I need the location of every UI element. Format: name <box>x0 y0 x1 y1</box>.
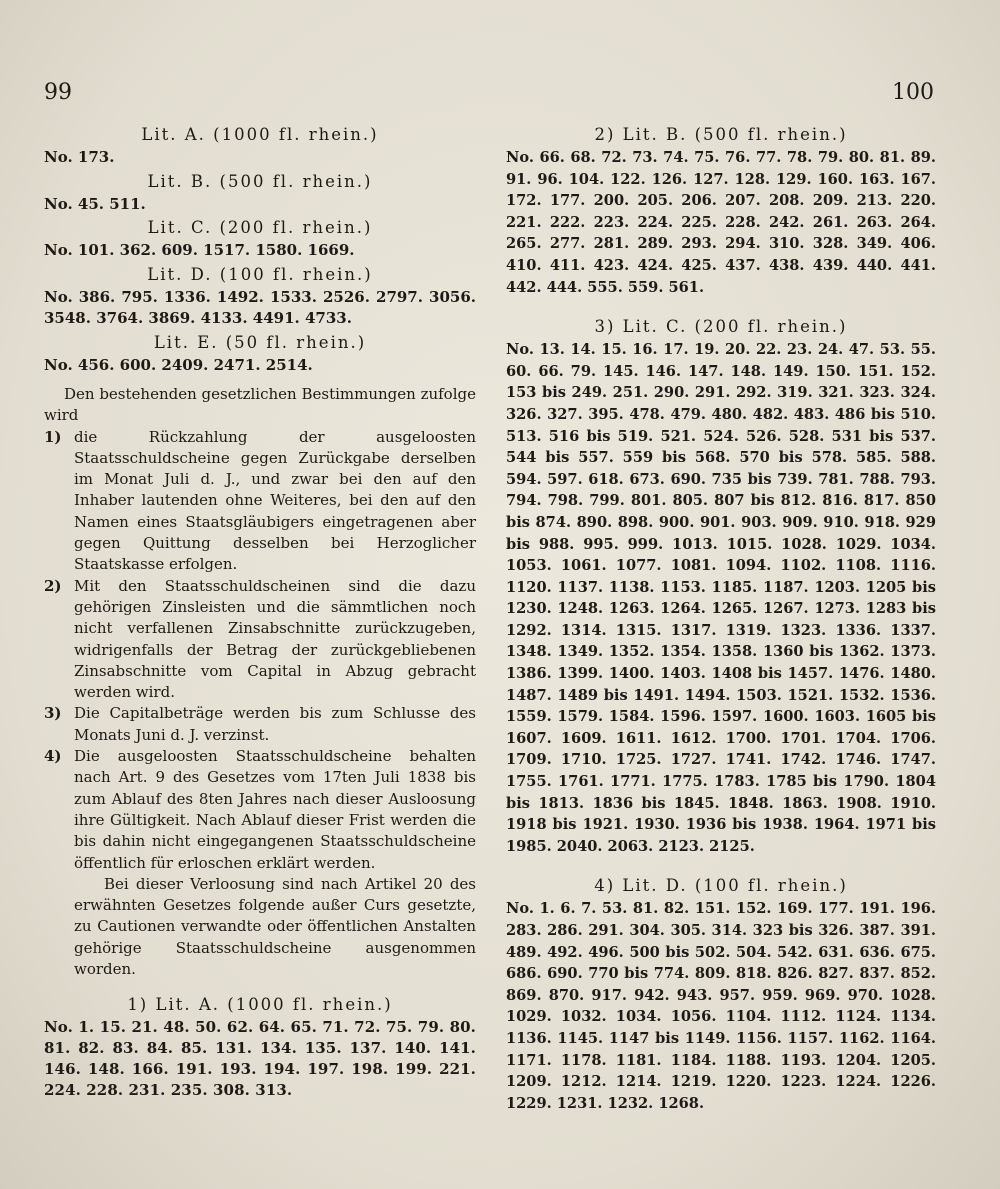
list-item-text: die Rückzahlung der ausgeloosten Staatsschuldscheine gegen Zurückgabe derselben im Monat Juli d. J., und zwar bei den auf den Inhaber lautenden ohne Weiteres, bei den auf den Namen eines Staatsgläubigers eingetragenen aber gegen Quittung desselben bei Herzoglicher Staatskasse erfolgen. <box>74 427 476 574</box>
heading-excluded-lit-c: 3) Lit. C. (200 fl. rhein.) <box>594 317 848 337</box>
heading-lit-c: Lit. C. (200 fl. rhein.) <box>147 218 373 237</box>
heading-excluded-lit-b: 2) Lit. B. (500 fl. rhein.) <box>594 125 848 144</box>
left-column <box>44 122 476 1101</box>
numbers-lit-e: No. 456. 600. 2409. 2471. 2514. <box>44 355 313 374</box>
list-item-text: Mit den Staatsschuldscheinen sind die dazu gehörigen Zinsleisten und die sämmtlichen noch nicht verfallenen Zinsabschnitte zurückzugeben, widrigenfalls der Betrag der zurückgebliebenen Zinsabschnitte vom Capital in Abzug gebracht werden wird. <box>74 576 476 702</box>
heading-lit-d: Lit. D. (100 fl. rhein.) <box>147 264 373 284</box>
numbers-lit-b: No. 45. 511. <box>44 194 146 213</box>
heading-lit-e: Lit. E. (50 fl. rhein.) <box>153 332 367 352</box>
heading-excluded-lit-d: 4) Lit. D. (100 fl. rhein.) <box>594 876 848 896</box>
page-number-left: 99 <box>44 80 72 105</box>
heading-excluded-lit-a: 1) Lit. A. (1000 fl. rhein.) <box>127 995 393 1015</box>
right-column <box>506 122 936 1114</box>
list-item-label: 1) <box>44 427 62 446</box>
list-item-label: 2) <box>44 576 62 595</box>
numbers-lit-c: No. 101. 362. 609. 1517. 1580. 1669. <box>44 241 355 259</box>
numbers-lit-a: No. 173. <box>44 148 115 166</box>
list-item-3 <box>44 703 476 746</box>
list-item-1 <box>44 427 476 576</box>
list-item-2 <box>44 576 476 704</box>
list-item-text: Die ausgeloosten Staatsschuldscheine behalten nach Art. 9 des Gesetzes vom 17ten Juli 1838 bis zum Ablauf des 8ten Jahres nach dieser Ausloosung ihre Gültigkeit. Nach Ablauf dieser Frist werden die bis dahin nicht eingegangenen Staatsschuldscheine öffentlich für erloschen erklärt werden. <box>74 747 476 872</box>
numbers-excluded-lit-a: No. 1. 15. 21. 48. 50. 62. 64. 65. 71. 72. 75. 79. 80. 81. 82. 83. 84. 85. 131. 134. 135. 137. 140. 141. 146. 148. 166. 191. 193. 194. 197. 198. 199. 221. 224. 228. 231. 235. 308. 313. <box>44 1018 476 1100</box>
list-item-4 <box>44 746 476 874</box>
numbers-excluded-lit-b: No. 66. 68. 72. 73. 74. 75. 76. 77. 78. 79. 80. 81. 89. 91. 96. 104. 122. 126. 127. 128. 129. 160. 163. 167. 172. 177. 200. 205. 206. 207. 208. 209. 213. 220. 221. 222. 223. 224. 225. 228. 242. 261. 263. 264. 265. 277. 281. 289. 293. 294. 310. 328. 349. 406. 410. 411. 423. 424. 425. 437. 438. 439. 440. 441. 442. 444. 555. 559. 561. <box>506 149 936 296</box>
list-item-label: 4) <box>44 747 62 766</box>
list-item-text: Die Capitalbeträge werden bis zum Schlusse des Monats Juni d. J. verzinst. <box>74 704 476 744</box>
closing-paragraph: Bei dieser Verloosung sind nach Artikel 20 des erwähnten Gesetzes folgende außer Curs gesetzte, zu Cautionen verwandte oder öffentlichen Anstalten gehörige Staatsschuldscheine ausgenommen worden. <box>74 874 476 979</box>
list-item-label: 3) <box>44 704 62 723</box>
heading-lit-b: Lit. B. (500 fl. rhein.) <box>147 171 373 191</box>
numbers-lit-d: No. 386. 795. 1336. 1492. 1533. 2526. 2797. 3056. 3548. 3764. 3869. 4133. 4491. 4733. <box>44 287 476 327</box>
intro-paragraph: Den bestehenden gesetzlichen Bestimmungen zufolge wird <box>44 385 476 425</box>
numbers-excluded-lit-c: No. 13. 14. 15. 16. 17. 19. 20. 22. 23. 24. 47. 53. 55. 60. 66. 79. 145. 146. 147. 148. 149. 150. 151. 152. 153 bis 249. 251. 290. 291. 292. 319. 321. 323. 324. 326. 327. 395. 478. 479. 480. 482. 483. 486 bis 510. 513. 516 bis 519. 521. 524. 526. 528. 531 bis 537. 544 bis 557. 559 bis 568. 570 bis 578. 585. 588. 594. 597. 618. 673. 690. 735 bis 739. 781. 788. 793. 794. 798. 799. 801. 805. 807 bis 812. 816. 817. 850 bis 874. 890. 898. 900. 901. 903. 909. 910. 918. 929 bis 988. 995. 999. 1013. 1015. 1028. 1029. 1034. 1053. 1061. 1077. 1081. 1094. 1102. 1108. 1116. 1120. 1137. 1138. 1153. 1185. 1187. 1203. 1205 bis 1230. 1248. 1263. 1264. 1265. 1267. 1273. 1283 bis 1292. 1314. 1315. 1317. 1319. 1323. 1336. 1337. 1348. 1349. 1352. 1354. 1358. 1360 bis 1362. 1373. 1386. 1399. 1400. 1403. 1408 bis 1457. 1476. 1480. 1487. 1489 bis 1491. 1494. 1503. 1521. 1532. 1536. 1559. 1579. 1584. 1596. 1597. 1600. 1603. 1605 bis 1607. 1609. 1611. 1612. 1700. 1701. 1704. 1706. 1709. 1710. 1725. 1727. 1741. 1742. 1746. 1747. 1755. 1761. 1771. 1775. 1783. 1785 bis 1790. 1804 bis 1813. 1836 bis 1845. 1848. 1863. 1908. 1910. 1918 bis 1921. 1930. 1936 bis 1938. 1964. 1971 bis 1985. 2040. 2063. 2123. 2125. <box>506 341 936 855</box>
heading-lit-a: Lit. A. (1000 fl. rhein.) <box>141 125 379 144</box>
page-number-right: 100 <box>892 80 934 105</box>
numbers-excluded-lit-d: No. 1. 6. 7. 53. 81. 82. 151. 152. 169. 177. 191. 196. 283. 286. 291. 304. 305. 314. 323 bis 326. 387. 391. 489. 492. 496. 500 bis 502. 504. 542. 631. 636. 675. 686. 690. 770 bis 774. 809. 818. 826. 827. 837. 852. 869. 870. 917. 942. 943. 957. 959. 969. 970. 1028. 1029. 1032. 1034. 1056. 1104. 1112. 1124. 1134. 1136. 1145. 1147 bis 1149. 1156. 1157. 1162. 1164. 1171. 1178. 1181. 1184. 1188. 1193. 1204. 1205. 1209. 1212. 1214. 1219. 1220. 1223. 1224. 1226. 1229. 1231. 1232. 1268. <box>506 900 936 1112</box>
